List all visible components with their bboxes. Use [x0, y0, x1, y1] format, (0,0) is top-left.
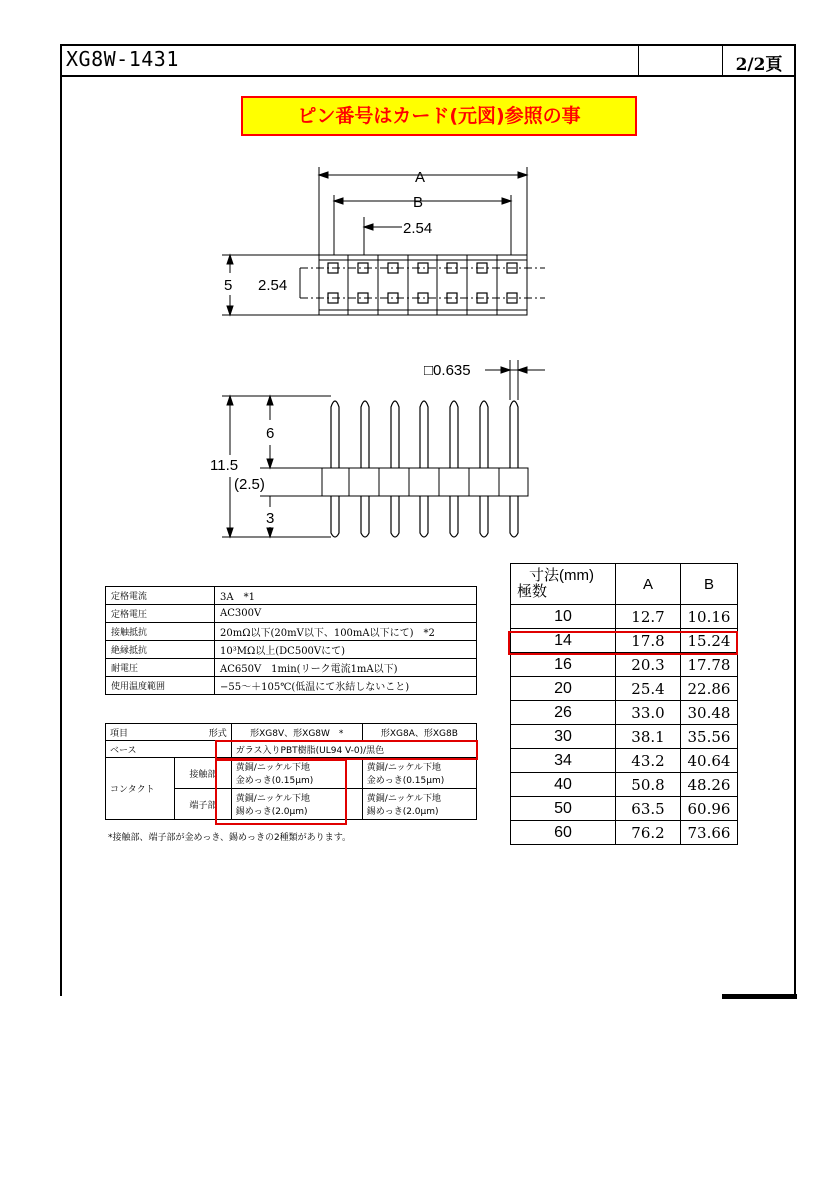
- material-header-b: 形XG8A、形XG8B: [362, 724, 476, 741]
- base-value: ガラス入りPBT樹脂(UL94 V-0)/黒色: [231, 741, 476, 758]
- dimensions-table: [510, 563, 738, 845]
- contact-a-line: 金めっき(0.15μm): [235, 776, 314, 786]
- dim-upper-label: 6: [266, 425, 275, 442]
- poles-cell: 16: [511, 653, 616, 677]
- contact-label: コンタクト: [106, 758, 175, 820]
- contact-b-line: 金めっき(0.15μm): [366, 776, 445, 786]
- frame-right: [794, 44, 796, 996]
- frame-bottom-bar: [722, 994, 797, 999]
- header-item-label: 項目: [110, 728, 129, 739]
- terminal-a-line: 錫めっき(2.0μm): [235, 807, 308, 817]
- plating-note: *接触部、端子部が金めっき、錫めっきの2種類があります。: [108, 833, 351, 843]
- spec-value: 3A *1: [215, 587, 477, 605]
- dim-b-cell: 30.48: [681, 701, 738, 725]
- dim-a-cell: 63.5: [616, 797, 681, 821]
- dim-pitch-v-label: 2.54: [258, 277, 288, 294]
- table-row: [511, 725, 738, 749]
- poles-cell: 30: [511, 725, 616, 749]
- dim-a-cell: 76.2: [616, 821, 681, 845]
- spec-value: −55〜＋105℃(低温にて氷結しないこと): [215, 677, 477, 695]
- spec-value: 20mΩ以下(20mV以下、100mA以下にて) *2: [215, 623, 477, 641]
- connector-drawing: [200, 155, 560, 555]
- dim-b-cell: 22.86: [681, 677, 738, 701]
- poles-cell: 34: [511, 749, 616, 773]
- dims-header-top: 寸法(mm): [529, 567, 594, 584]
- dims-header-b: B: [681, 564, 738, 605]
- table-row: [511, 797, 738, 821]
- table-row: [511, 749, 738, 773]
- table-row: [106, 587, 477, 605]
- table-row: [511, 701, 738, 725]
- contact-part-label: 接触部: [175, 758, 232, 789]
- dim-lower-label: 3: [266, 510, 275, 527]
- contact-b-value: [362, 758, 476, 789]
- contact-a-value: [231, 758, 362, 789]
- table-row: [511, 653, 738, 677]
- poles-cell: 10: [511, 605, 616, 629]
- terminal-part-label: 端子部: [175, 789, 232, 820]
- table-row: [106, 605, 477, 623]
- dim-b-cell: 60.96: [681, 797, 738, 821]
- page-number: 2/2頁: [735, 55, 783, 75]
- table-row: [106, 677, 477, 695]
- dim-b-label: B: [413, 194, 424, 211]
- contact-b-line: 黄銅/ニッケル下地: [366, 763, 442, 773]
- dims-header-a: A: [616, 564, 681, 605]
- dim-height-label: 5: [224, 277, 233, 294]
- table-row: [106, 659, 477, 677]
- base-label: ベース: [106, 741, 232, 758]
- spec-value: AC650V 1min(リーク電流1mA以下): [215, 659, 477, 677]
- table-row: [511, 605, 738, 629]
- dim-b-cell: 10.16: [681, 605, 738, 629]
- poles-cell: 50: [511, 797, 616, 821]
- material-header-item: [106, 724, 232, 741]
- rating-spec-table: [105, 586, 477, 695]
- poles-cell: 14: [511, 629, 616, 653]
- terminal-b-line: 黄銅/ニッケル下地: [366, 794, 442, 804]
- table-row: [106, 623, 477, 641]
- dim-a-cell: 25.4: [616, 677, 681, 701]
- poles-cell: 40: [511, 773, 616, 797]
- contact-a-line: 黄銅/ニッケル下地: [235, 763, 311, 773]
- spec-label: 絶縁抵抗: [106, 641, 215, 659]
- dim-a-cell: 43.2: [616, 749, 681, 773]
- document-id: XG8W-1431: [66, 47, 179, 71]
- dims-header-bottom: 極数: [517, 583, 548, 600]
- dim-b-cell: 17.78: [681, 653, 738, 677]
- table-row: [106, 641, 477, 659]
- pin-number-notice: ピン番号はカード(元図)参照の事: [241, 96, 637, 136]
- spec-value: AC300V: [215, 605, 477, 623]
- header-cell-divider: [722, 44, 723, 76]
- table-row: [511, 629, 738, 653]
- dim-b-cell: 15.24: [681, 629, 738, 653]
- material-table: [105, 723, 477, 820]
- dim-b-cell: 48.26: [681, 773, 738, 797]
- dim-a-cell: 12.7: [616, 605, 681, 629]
- poles-cell: 26: [511, 701, 616, 725]
- header-form-label: 形式: [208, 728, 227, 739]
- dim-body-label: (2.5): [234, 476, 265, 493]
- table-row: [106, 724, 477, 741]
- material-header-a: 形XG8V、形XG8W *: [231, 724, 362, 741]
- spec-label: 定格電圧: [106, 605, 215, 623]
- terminal-b-line: 錫めっき(2.0μm): [366, 807, 439, 817]
- table-row: [511, 564, 738, 605]
- dims-header-corner: [511, 564, 616, 605]
- dim-a-label: A: [415, 169, 426, 186]
- dim-pin-section-label: □0.635: [424, 362, 471, 379]
- terminal-b-value: [362, 789, 476, 820]
- spec-label: 接触抵抗: [106, 623, 215, 641]
- table-row: [511, 677, 738, 701]
- table-row: [106, 758, 477, 789]
- header-cell-divider: [638, 44, 639, 76]
- dim-total-height-label: 11.5: [210, 457, 239, 474]
- terminal-a-value: [231, 789, 362, 820]
- terminal-a-line: 黄銅/ニッケル下地: [235, 794, 311, 804]
- table-row: [511, 773, 738, 797]
- poles-cell: 60: [511, 821, 616, 845]
- dim-a-cell: 17.8: [616, 629, 681, 653]
- frame-top: [60, 44, 796, 46]
- dim-b-cell: 73.66: [681, 821, 738, 845]
- spec-label: 使用温度範囲: [106, 677, 215, 695]
- spec-label: 耐電圧: [106, 659, 215, 677]
- dim-b-cell: 40.64: [681, 749, 738, 773]
- dim-a-cell: 38.1: [616, 725, 681, 749]
- dim-b-cell: 35.56: [681, 725, 738, 749]
- dim-a-cell: 33.0: [616, 701, 681, 725]
- frame-left: [60, 44, 62, 996]
- dim-pitch-h-label: 2.54: [403, 220, 433, 237]
- spec-label: 定格電流: [106, 587, 215, 605]
- table-row: [106, 741, 477, 758]
- spec-value: 10³MΩ以上(DC500Vにて): [215, 641, 477, 659]
- poles-cell: 20: [511, 677, 616, 701]
- table-row: [511, 821, 738, 845]
- header-divider: [60, 75, 796, 77]
- dim-a-cell: 20.3: [616, 653, 681, 677]
- dim-a-cell: 50.8: [616, 773, 681, 797]
